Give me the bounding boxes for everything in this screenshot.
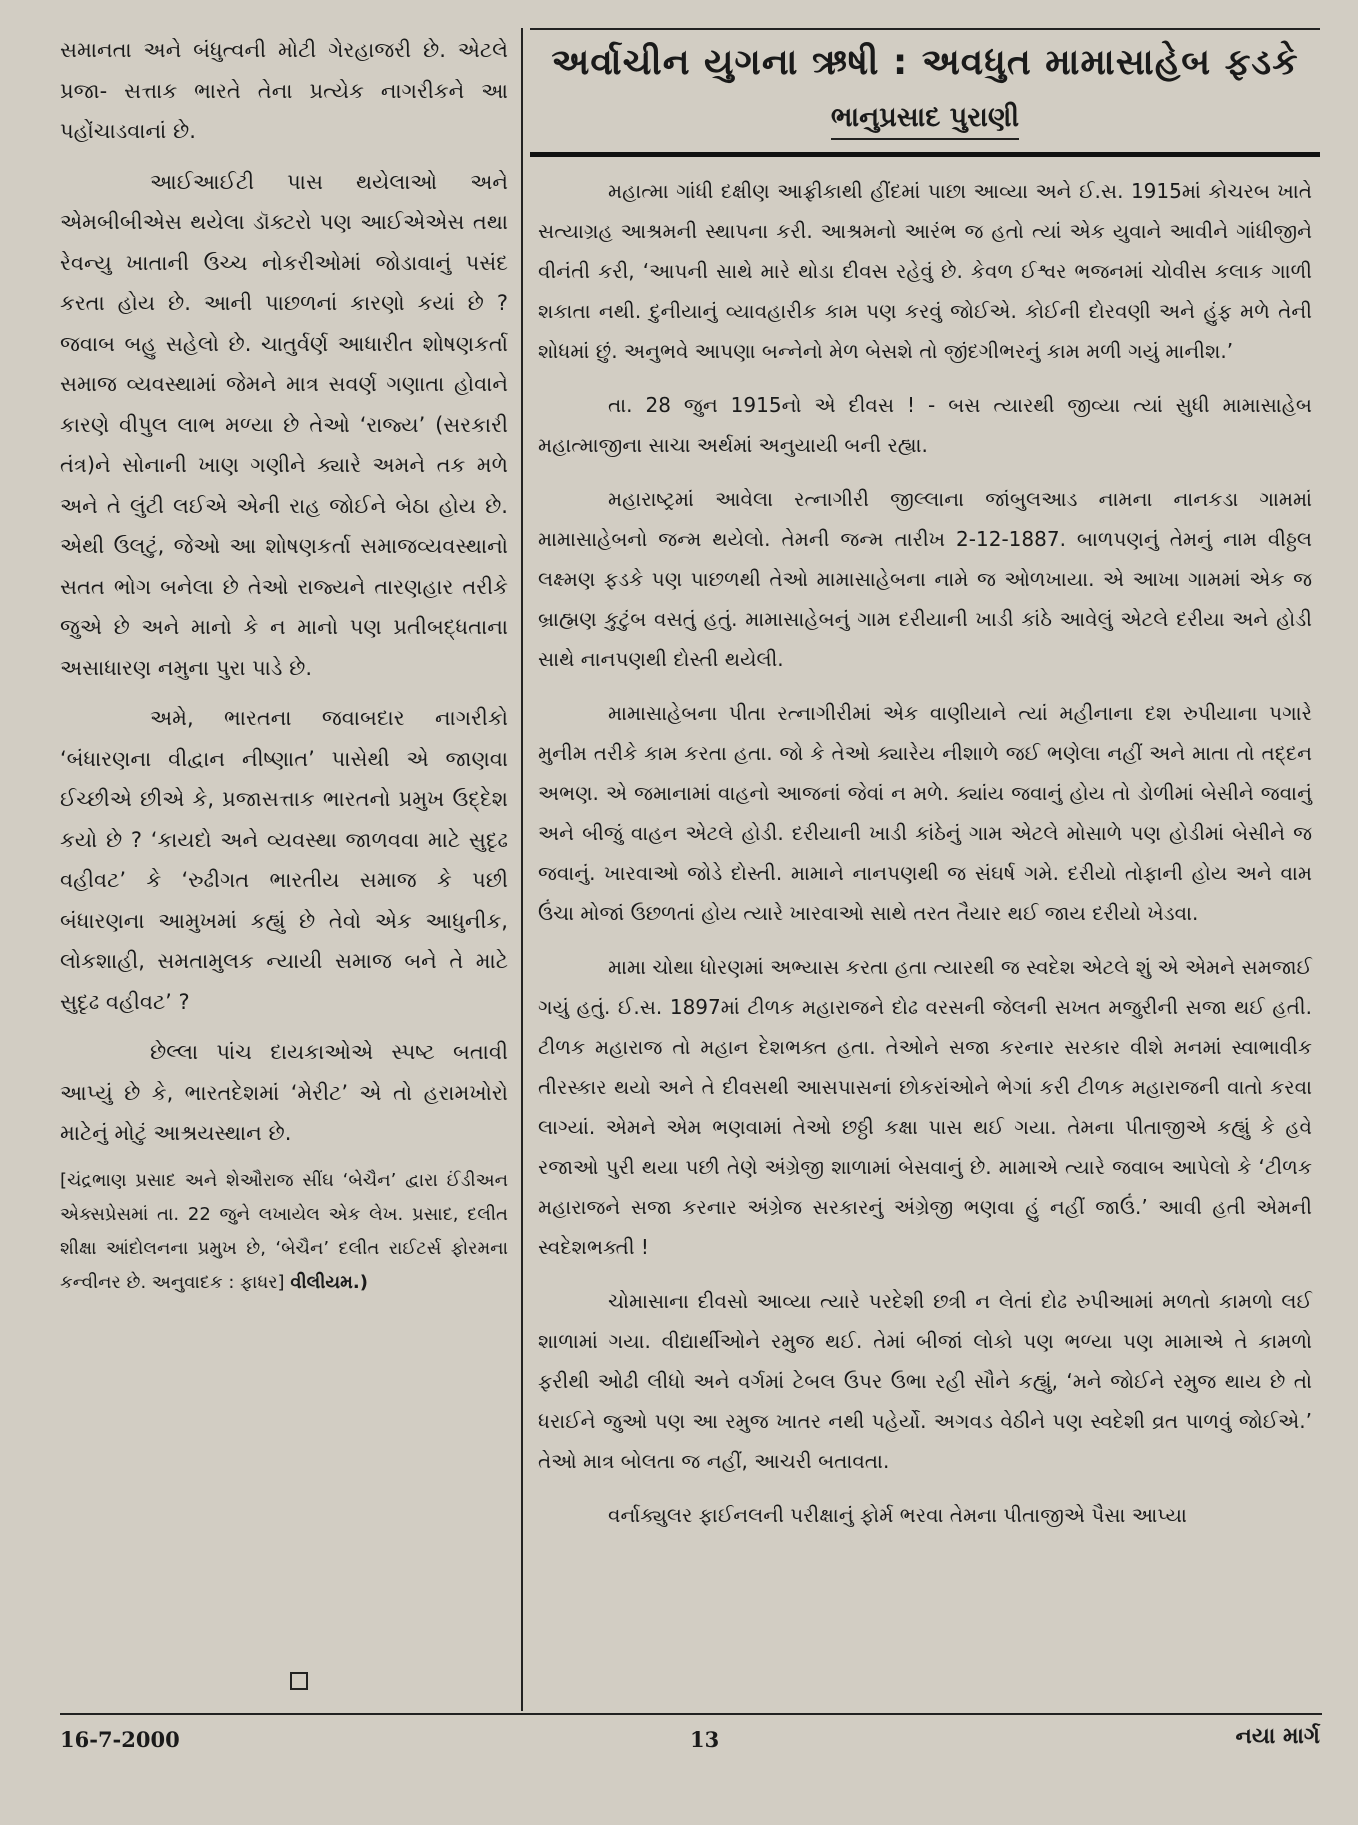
left-paragraph-3: અમે, ભારતના જવાબદાર નાગરીકો ‘બંધારણના વીદ્વાન નીષ્ણાત’ પાસેથી એ જાણવા ઈચ્છીએ છીએ કે, પ્રજાસત્તાક ભારતનો પ્રમુખ ઉદ્દેશ કયો છે ? ‘કાયદો અને વ્યવસ્થા જાળવવા માટે સુદૃઢ વહીવટ’ કે ‘રુઢીગત ભારતીય સમાજ કે પછી બંધારણના આમુખમાં કહ્યું છે તેવો એક આધુનીક, લોકશાહી, સમતામુલક ન્યાયી સમાજ બને તે માટે સુદૃઢ વહીવટ’ ?	[60, 706, 508, 1014]
left-paragraph-4: છેલ્લા પાંચ દાયકાઓએ સ્પષ્ટ બતાવી આપ્યું છે કે, ભારતદેશમાં ‘મેરીટ’ એ તો હરામખોરો માટેનું મોટું આશ્રયસ્થાન છે.	[60, 1040, 508, 1145]
end-square-icon	[290, 1672, 308, 1690]
article-paragraph-7: વર્નાક્યુલર ફાઈનલની પરીક્ષાનું ફોર્મ ભરવા તેમના પીતાજીએ પૈસા આપ્યા	[608, 1503, 1187, 1527]
top-rule	[530, 28, 1320, 30]
footer-rule	[60, 1713, 1322, 1715]
article-paragraph-3: મહારાષ્ટ્રમાં આવેલા રત્નાગીરી જીલ્લાના જાંબુલઆડ નામના નાનકડા ગામમાં મામાસાહેબનો જન્મ થયેલો. તેમની જન્મ તારીખ 2-12-1887. બાળપણનું તેમનું નામ વીઠ્ઠલ લક્ષ્મણ ફડકે પણ પાછળથી તેઓ મામાસાહેબના નામે જ ઓળખાયા. એ આખા ગામમાં એક જ બ્રાહ્મણ કુટુંબ વસતું હતું. મામાસાહેબનું ગામ દરીયાની ખાડી કાંઠે આવેલું એટલે દરીયા અને હોડી સાથે નાનપણથી દોસ્તી થયેલી.	[538, 487, 1312, 671]
article-paragraph-5: મામા ચોથા ધોરણમાં અભ્યાસ કરતા હતા ત્યારથી જ સ્વદેશ એટલે શું એ એમને સમજાઈ ગયું હતું. ઈ.સ. 1897માં ટીળક મહારાજને દોઢ વરસની જેલની સખત મજુરીની સજા થઈ હતી. ટીળક મહારાજ તો મહાન દેશભક્ત હતા. તેઓને સજા કરનાર સરકાર વીશે મનમાં સ્વાભાવીક તીરસ્કાર થયો અને તે દીવસથી આસપાસનાં છોકરાંઓને ભેગાં કરી ટીળક મહારાજની વાતો કરવા લાગ્યાં. એમને એમ ભણવામાં તેઓ છઠ્ઠી કક્ષા પાસ થઈ ગયા. તેમના પીતાજીએ કહ્યું કે હવે રજાઓ પુરી થયા પછી તેણે અંગ્રેજી શાળામાં બેસવાનું છે. મામાએ ત્યારે જવાબ આપેલો કે ‘ટીળક મહારાજને સજા કરનાર અંગ્રેજ સરકારનું અંગ્રેજી ભણવા હું નહીં જાઉં.’ આવી હતી એમની સ્વદેશભક્તી !	[538, 955, 1312, 1259]
article-column	[530, 28, 1320, 1535]
column-divider	[521, 28, 523, 1711]
source-note	[60, 1164, 508, 1300]
article-paragraph-1: મહાત્મા ગાંધી દક્ષીણ આફ્રીકાથી હીંદમાં પાછા આવ્યા અને ઈ.સ. 1915માં કોચરબ ખાતે સત્યાગ્રહ આશ્રમની સ્થાપના કરી. આશ્રમનો આરંભ જ હતો ત્યાં એક યુવાને આવીને ગાંધીજીને વીનંતી કરી, ‘આપની સાથે મારે થોડા દીવસ રહેવું છે. કેવળ ઈશ્વર ભજનમાં ચોવીસ કલાક ગાળી શકાતા નથી. દુનીયાનું વ્યાવહારીક કામ પણ કરવું જોઈએ. કોઈની દોરવણી અને હુંફ મળે તેની શોધમાં છું. અનુભવે આપણા બન્નેનો મેળ બેસશે તો જીંદગીભરનું કામ મળી ગયું માનીશ.’	[538, 179, 1312, 363]
article-paragraph-4: મામાસાહેબના પીતા રત્નાગીરીમાં એક વાણીયાને ત્યાં મહીનાના દશ રુપીયાના પગારે મુનીમ તરીકે કામ કરતા હતા. જો કે તેઓ ક્યારેય નીશાળે જઈ ભણેલા નહીં અને માતા તો તદ્દન અભણ. એ જમાનામાં વાહનો આજનાં જેવાં ન મળે. ક્યાંય જવાનું હોય તો ડોળીમાં બેસીને જવાનું અને બીજું વાહન એટલે હોડી. દરીયાની ખાડી કાંઠેનું ગામ એટલે મોસાળે પણ હોડીમાં બેસીને જ જવાનું. ખારવાઓ જોડે દોસ્તી. મામાને નાનપણથી જ સંઘર્ષ ગમે. દરીયો તોફાની હોય અને વામ ઉંચા મોજાં ઉછળતાં હોય ત્યારે ખારવાઓ સાથે તરત તૈયાર થઈ જાય દરીયો ખેડવા.	[538, 701, 1312, 925]
footer-date: 16-7-2000	[60, 1727, 180, 1752]
byline-rule	[530, 152, 1320, 157]
article-paragraph-6: ચોમાસાના દીવસો આવ્યા ત્યારે પરદેશી છત્રી ન લેતાં દોઢ રુપીઆમાં મળતો કામળો લઈ શાળામાં ગયા. વીદ્યાર્થીઓને રમુજ થઈ. તેમાં બીજાં લોકો પણ ભળ્યા પણ મામાએ તે કામળો ફરીથી ઓઢી લીધો અને વર્ગમાં ટેબલ ઉપર ઉભા રહી સૌને કહ્યું, ‘મને જોઈને રમુજ થાય છે તો ધરાઈને જુઓ પણ આ રમુજ ખાતર નથી પહેર્યો. અગવડ વેઠીને પણ સ્વદેશી વ્રત પાળવું જોઈએ.’ તેઓ માત્ર બોલતા જ નહીં, આચરી બતાવતા.	[538, 1289, 1312, 1473]
left-column	[60, 30, 508, 1300]
left-paragraph-1: સમાનતા અને બંધુત્વની મોટી ગેરહાજરી છે. એટલે પ્રજા- સત્તાક ભારતે તેના પ્રત્યેક નાગરીકને આ પહોંચાડવાનાં છે.	[60, 38, 508, 143]
publication-name: નયા માર્ગ	[1235, 1724, 1320, 1749]
article-paragraph-2: તા. 28 જુન 1915નો એ દીવસ ! - બસ ત્યારથી જીવ્યા ત્યાં સુધી મામાસાહેબ મહાત્માજીના સાચા અર્થમાં અનુયાયી બની રહ્યા.	[538, 393, 1312, 457]
article-headline: અર્વાચીન યુગના ઋષી : અવધુત મામાસાહેબ ફડકે	[551, 42, 1299, 83]
source-note-tail: વીલીયમ.)	[290, 1271, 368, 1293]
byline-wrap	[530, 102, 1320, 140]
left-paragraph-2: આઈઆઈટી પાસ થયેલાઓ અને એમબીબીએસ થયેલા ડૉક્ટરો પણ આઈએએસ તથા રેવન્યુ ખાતાની ઉચ્ચ નોકરીઓમાં જોડાવાનું પસંદ કરતા હોય છે. આની પાછળનાં કારણો કયાં છે ? જવાબ બહુ સહેલો છે. ચાતુર્વર્ણ આધારીત શોષણકર્તા સમાજ વ્યવસ્થામાં જેમને માત્ર સવર્ણ ગણાતા હોવાને કારણે વીપુલ લાભ મળ્યા છે તેઓ ‘રાજ્ય’ (સરકારી તંત્ર)ને સોનાની ખાણ ગણીને ક્યારે અમને તક મળે અને તે લુંટી લઈએ એની રાહ જોઈને બેઠા હોય છે. એથી ઉલટું, જેઓ આ શોષણકર્તા સમાજવ્યવસ્થાનો સતત ભોગ બનેલા છે તેઓ રાજ્યને તારણહાર તરીકે જુએ છે અને માનો કે ન માનો પણ પ્રતીબદ્ધતાના અસાધારણ નમુના પુરા પાડે છે.	[60, 169, 508, 680]
article-byline: ભાનુપ્રસાદ પુરાણી	[831, 102, 1019, 140]
source-note-text: [ચંદ્રભાણ પ્રસાદ અને શેઔરાજ સીંઘ ‘બેચૈન’ દ્વારા ઈંડીઅન એક્સપ્રેસમાં તા. 22 જુને લખાયેલ એક લેખ. પ્રસાદ, દલીત શીક્ષા આંદોલનના પ્રમુખ છે, ‘બેચૈન’ દલીત રાઈટર્સ ફોરમના કન્વીનર છે. અનુવાદક : ફાધર]	[60, 1169, 508, 1293]
page-number: 13	[690, 1727, 720, 1752]
article-body	[530, 171, 1320, 1535]
